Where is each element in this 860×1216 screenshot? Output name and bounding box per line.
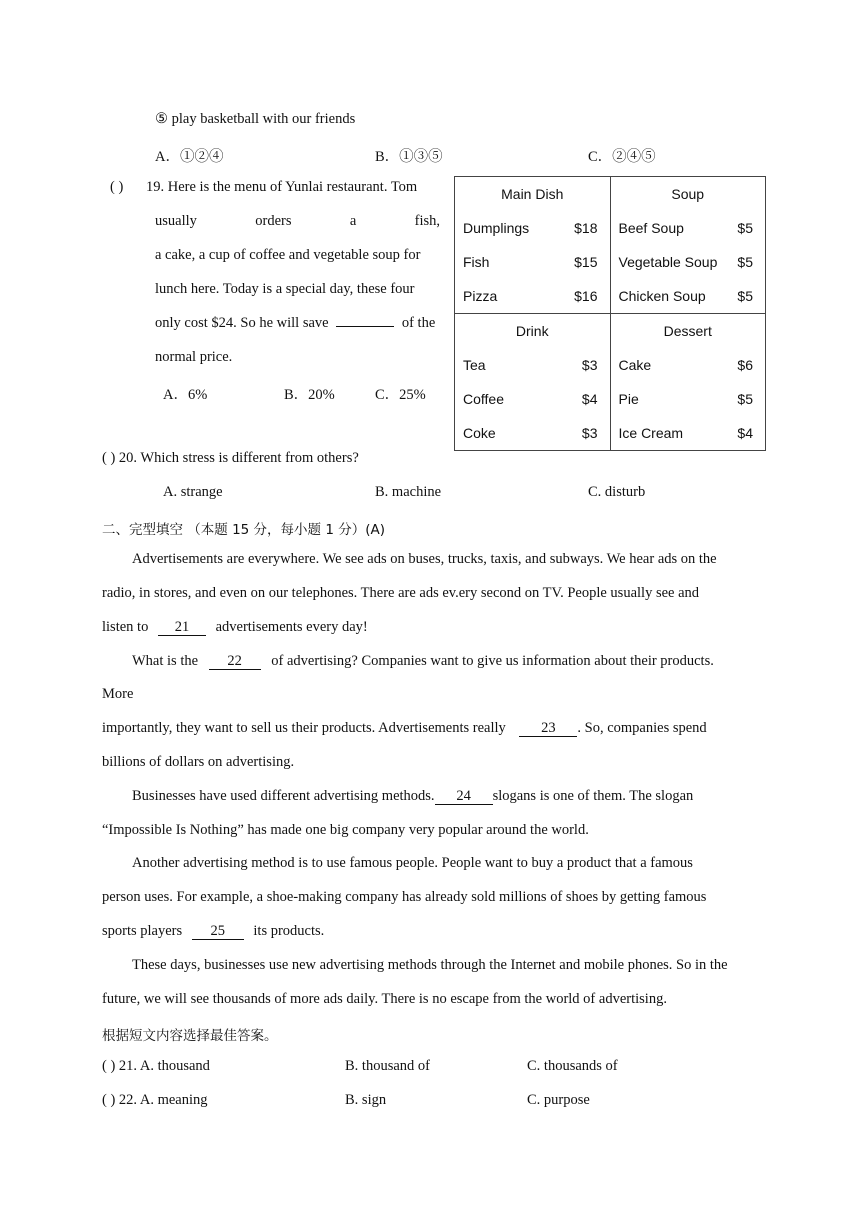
q18-choice-b: B．①③⑤	[375, 149, 443, 165]
passage-line: Businesses have used different advertising methods. 24 slogans is one of them. The slogan	[132, 788, 694, 804]
section-heading: 二、完型填空 （本题 15 分，每小题 1 分）(A)	[102, 522, 385, 538]
passage-line: More	[102, 686, 134, 702]
q19-line-2	[155, 213, 440, 230]
menu-item: Coke $3	[463, 425, 598, 441]
q19-word: a	[349, 213, 357, 229]
passage-line: sports players 25 its products.	[102, 923, 325, 939]
q19-choice-c: C．25%	[375, 387, 426, 403]
blank-24[interactable]: 24	[435, 789, 493, 805]
menu-item: Chicken Soup $5	[618, 288, 753, 304]
q20-choice-b: B. machine	[375, 484, 442, 500]
q18-option-5: ⑤ play basketball with our friends	[155, 111, 356, 127]
menu-soup	[610, 177, 766, 314]
passage-line: person uses. For example, a shoe-making company has already sold millions of shoes by getting famous	[102, 889, 707, 905]
menu-main-dish	[455, 177, 611, 314]
restaurant-menu-table	[454, 176, 766, 451]
menu-item: Pizza $16	[463, 288, 598, 304]
q18-choice-c: C．②④⑤	[588, 149, 656, 165]
passage-line: These days, businesses use new advertising methods through the Internet and mobile phones. So in the	[132, 957, 728, 973]
q19-line-5-end: of the	[401, 315, 436, 331]
q19-choice-b: B．20%	[284, 387, 335, 403]
q21-choice-c: C. thousands of	[527, 1058, 618, 1074]
q19-word: orders	[255, 213, 292, 229]
menu-section-title: Drink	[515, 323, 549, 339]
q20-choice-c: C. disturb	[588, 484, 646, 500]
passage-line: billions of dollars on advertising.	[102, 754, 295, 770]
q19-line-1: 19. Here is the menu of Yunlai restaurant. Tom	[146, 179, 418, 195]
passage-line: Advertisements are everywhere. We see ads on buses, trucks, taxis, and subways. We hear ads on the	[132, 551, 717, 567]
q19-line-4: lunch here. Today is a special day, these four	[155, 281, 415, 297]
menu-section-title: Main Dish	[501, 186, 564, 202]
instruction-text: 根据短文内容选择最佳答案。	[102, 1028, 278, 1044]
q19-answer-paren: ( )	[110, 179, 124, 195]
q19-answer-blank[interactable]	[336, 326, 394, 327]
menu-dessert	[610, 314, 766, 451]
menu-item: Cake $6	[618, 357, 753, 373]
q19-choice-a: A．6%	[163, 387, 208, 403]
q19-line-5-text: only cost $24. So he will save	[155, 315, 329, 331]
menu-item: Dumplings $18	[463, 220, 598, 236]
q21-question: ( ) 21. A. thousand	[102, 1058, 210, 1074]
menu-item: Pie $5	[618, 391, 753, 407]
q18-choice-a: A．①②④	[155, 149, 224, 165]
q21-choice-b: B. thousand of	[345, 1058, 430, 1074]
menu-item: Ice Cream $4	[618, 425, 753, 441]
menu-section-title: Soup	[671, 186, 705, 202]
q20-question: ( ) 20. Which stress is different from others?	[102, 450, 359, 466]
q20-choice-a: A. strange	[163, 484, 223, 500]
menu-section-title: Dessert	[663, 323, 712, 339]
passage-line: future, we will see thousands of more ads daily. There is no escape from the world of advertising.	[102, 991, 667, 1007]
passage-line: listen to 21 advertisements every day!	[102, 619, 368, 635]
blank-21[interactable]: 21	[158, 620, 206, 636]
q19-line-6: normal price.	[155, 349, 233, 365]
blank-22[interactable]: 22	[209, 654, 261, 670]
passage-line: radio, in stores, and even on our telephones. There are ads ev.ery second on TV. People usually see and	[102, 585, 700, 601]
menu-item: Tea $3	[463, 357, 598, 373]
blank-25[interactable]: 25	[192, 924, 244, 940]
q22-question: ( ) 22. A. meaning	[102, 1092, 208, 1108]
menu-item: Beef Soup $5	[618, 220, 753, 236]
menu-item: Vegetable Soup $5	[618, 254, 753, 270]
menu-item: Fish $15	[463, 254, 598, 270]
q19-line-5	[155, 315, 435, 332]
q19-word: usually	[155, 213, 197, 229]
q22-choice-b: B. sign	[345, 1092, 387, 1108]
menu-item: Coffee $4	[463, 391, 598, 407]
blank-23[interactable]: 23	[519, 721, 577, 737]
q22-choice-c: C. purpose	[527, 1092, 590, 1108]
menu-drink	[455, 314, 611, 451]
passage-line: importantly, they want to sell us their products. Advertisements really 23 . So, companies spend	[102, 720, 707, 736]
q19-line-3: a cake, a cup of coffee and vegetable soup for	[155, 247, 421, 263]
q19-word: fish,	[414, 213, 440, 229]
passage-line: “Impossible Is Nothing” has made one big company very popular around the world.	[102, 822, 589, 838]
passage-line: Another advertising method is to use famous people. People want to buy a product that a famous	[132, 855, 693, 871]
passage-line: What is the 22 of advertising? Companies want to give us information about their products.	[132, 653, 714, 669]
